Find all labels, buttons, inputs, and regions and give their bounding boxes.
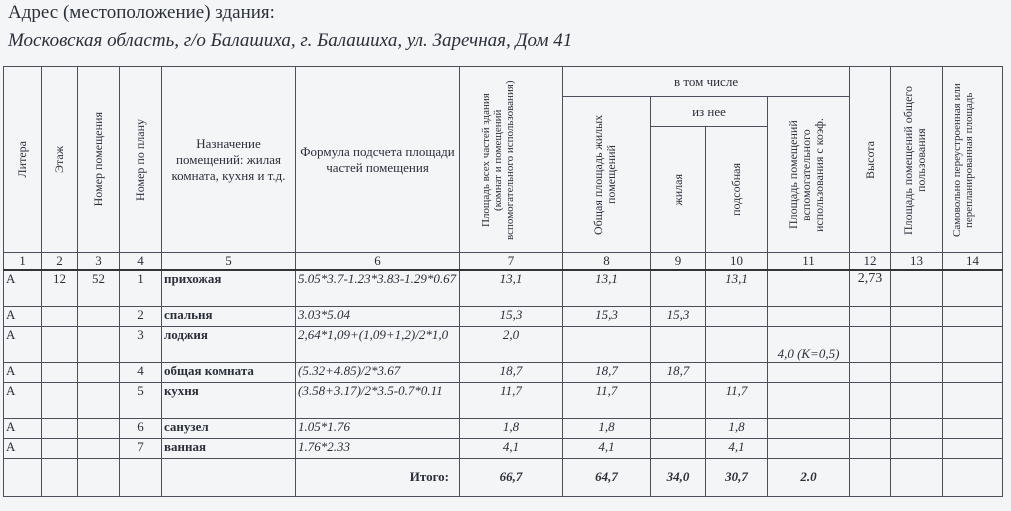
table-row: А 3 лоджия 2,64*1,09+(1,09+1,2)/2*1,0 2,0 4,0 (К=0,5) bbox=[4, 326, 1003, 362]
col-floor-header: Этаж bbox=[42, 67, 78, 253]
col-auxiliary-header: подсобная bbox=[706, 127, 768, 253]
col-aux-coef-header: Площадь помещений вспомогательного использования с коэф. bbox=[768, 97, 850, 253]
table-row: А 4 общая комната (5.32+4.85)/2*3.67 18,7 18,7 18,7 bbox=[4, 362, 1003, 382]
col-formula-header: Формула подсчета площади частей помещения bbox=[296, 67, 460, 253]
table-row: А 12 52 1 прихожая 5.05*3.7-1.23*3.83-1.29*0.67 13,1 13,1 13,1 2,73 bbox=[4, 270, 1003, 306]
totals-aux: 30,7 bbox=[706, 458, 768, 496]
totals-row bbox=[4, 458, 1003, 496]
totals-living-total: 64,7 bbox=[563, 458, 651, 496]
col-common-use-header: Площадь помещений общего пользования bbox=[891, 67, 943, 253]
including-header: в том числе bbox=[563, 67, 850, 97]
address-value: Московская область, г/о Балашиха, г. Балашиха, ул. Заречная, Дом 41 bbox=[8, 30, 573, 51]
totals-total: 66,7 bbox=[460, 458, 563, 496]
col-height-header: Высота bbox=[850, 67, 891, 253]
address-label: Адрес (местоположение) здания: bbox=[8, 2, 275, 23]
col-unauthorized-header: Самовольно переустроенная или перепланированная площадь bbox=[943, 67, 1003, 253]
col-litera-header: Литера bbox=[4, 67, 42, 253]
col-purpose-header: Назначение помещений: жилая комната, кухня и т.д. bbox=[162, 67, 296, 253]
column-numbers-row: 1 2 3 4 5 6 7 8 9 10 11 12 13 14 bbox=[4, 253, 1003, 271]
table-row: А 5 кухня (3.58+3.17)/2*3.5-0.7*0.11 11,7 11,7 11,7 bbox=[4, 382, 1003, 418]
of-it-header: из нее bbox=[651, 97, 768, 127]
table-row: А 6 санузел 1.05*1.76 1,8 1,8 1,8 bbox=[4, 418, 1003, 438]
col-living-total-header: Общая площадь жилых помещений bbox=[563, 97, 651, 253]
col-plan-number-header: Номер по плану bbox=[120, 67, 162, 253]
totals-label: Итого: bbox=[296, 458, 460, 496]
table-row: А 2 спальня 3.03*5.04 15,3 15,3 15,3 bbox=[4, 306, 1003, 326]
col-living-header: жилая bbox=[651, 127, 706, 253]
col-room-number-header: Номер помещения bbox=[78, 67, 120, 253]
totals-coef: 2.0 bbox=[768, 458, 850, 496]
table-row: А 7 ванная 1.76*2.33 4,1 4,1 4,1 bbox=[4, 438, 1003, 458]
rooms-table bbox=[3, 66, 1003, 497]
totals-living: 34,0 bbox=[651, 458, 706, 496]
col-total-area-header: Площадь всех частей здания (комнат и помещений вспомогательного использования) bbox=[460, 67, 563, 253]
